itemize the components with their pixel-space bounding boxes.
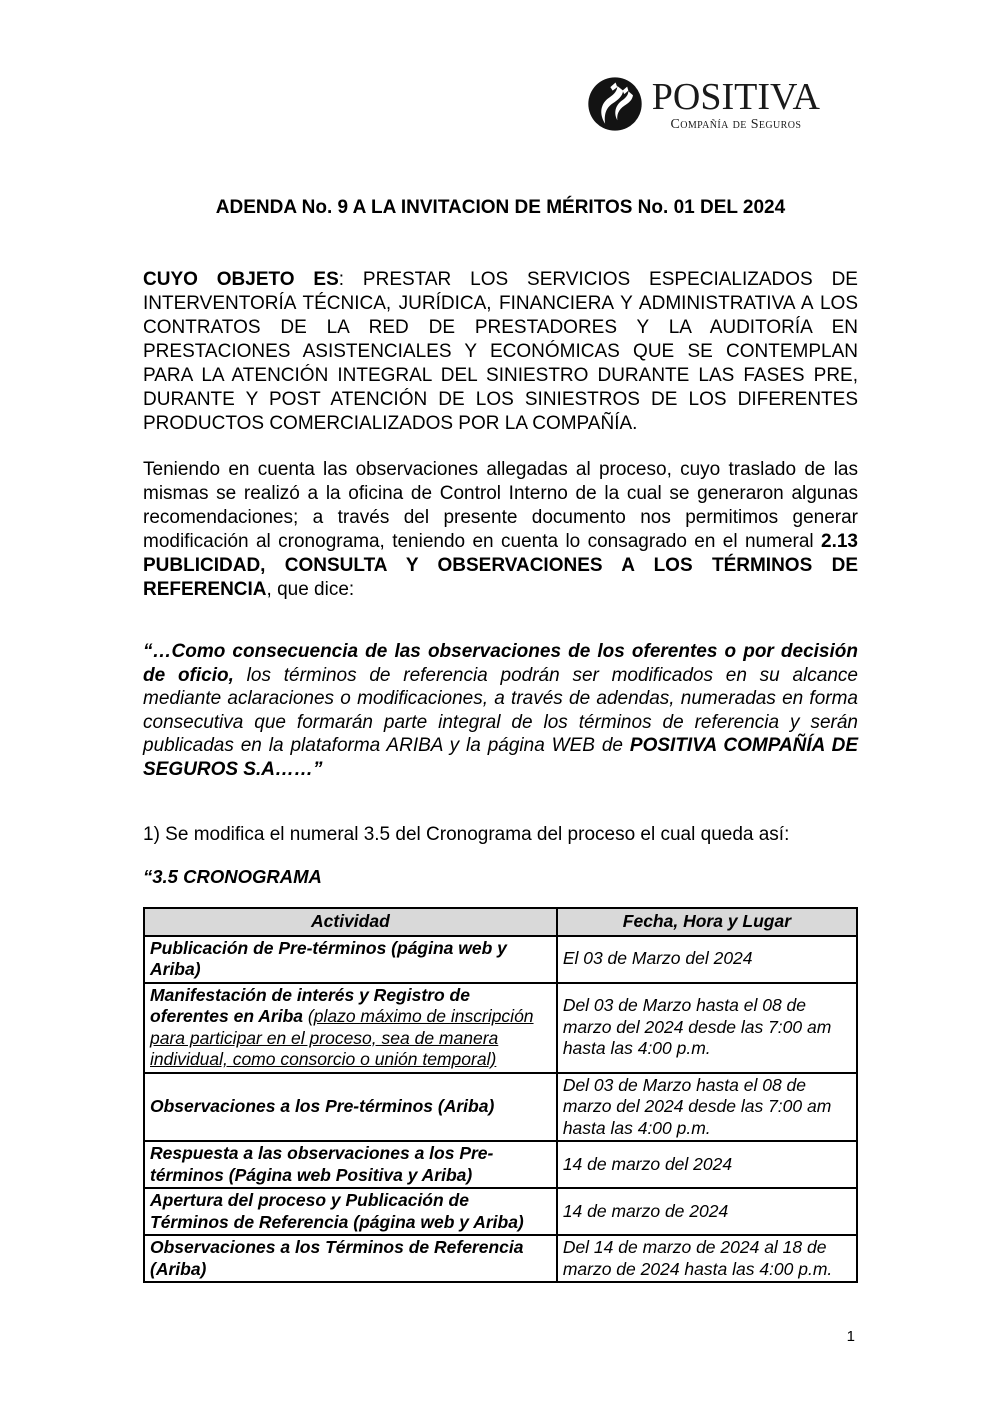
positiva-logo: [586, 75, 820, 133]
objeto-body-text: : PRESTAR LOS SERVICIOS ESPECIALIZADOS DE INTERVENTORÍA TÉCNICA, JURÍDICA, FINANCIERA Y ADMINISTRATIVA A LOS CONTRATOS DE LA RED DE PRESTADORES Y LA AUDITORÍA EN PRESTACIONES ASISTENCIALES Y ECONÓMICAS QUE SE CONTEMPLAN PARA LA ATENCIÓN INTEGRAL DEL SINIESTRO DURANTE LAS FASES PRE, DURANTE Y POST ATENCIÓN DE LOS SINIESTROS DE LOS DIFERENTES PRODUCTOS COMERCIALIZADOS POR LA COMPAÑÍA.: [143, 269, 858, 434]
table-row: [144, 1188, 857, 1235]
activity-text: Respuesta a las observaciones a los Pre-términos (Página web Positiva y Ariba): [150, 1143, 494, 1185]
objeto-lead-bold: CUYO OBJETO ES: [143, 269, 339, 290]
date-cell: Del 03 de Marzo hasta el 08 de marzo del 2024 desde las 7:00 am hasta las 4:00 p.m.: [557, 1073, 857, 1142]
page-number: 1: [846, 1328, 855, 1345]
cronograma-table: [143, 907, 858, 1283]
date-cell: Del 03 de Marzo hasta el 08 de marzo del 2024 desde las 7:00 am hasta las 4:00 p.m.: [557, 983, 857, 1073]
quote-paragraph: [143, 640, 858, 781]
table-header-fecha: Fecha, Hora y Lugar: [557, 908, 857, 936]
context-numeral-bold: 2.13 PUBLICIDAD, CONSULTA Y OBSERVACIONES A LOS TÉRMINOS DE REFERENCIA: [143, 531, 858, 600]
context-pre-text: Teniendo en cuenta las observaciones allegadas al proceso, cuyo traslado de las mismas se realizó a la oficina de Control Interno de la cual se generaron algunas recomendaciones; a través del presente documento nos permitimos generar modificación al cronograma, teniendo en cuenta lo consagrado en el numeral: [143, 459, 858, 552]
positiva-doves-icon: [586, 75, 644, 133]
quote-tail-bold: POSITIVA COMPAÑÍA DE SEGUROS S.A……”: [143, 735, 858, 780]
positiva-logo-text: [652, 75, 820, 132]
activity-cell: [144, 1073, 557, 1142]
page-title: ADENDA No. 9 A LA INVITACION DE MÉRITOS No. 01 DEL 2024: [215, 197, 786, 218]
date-cell: Del 14 de marzo de 2024 al 18 de marzo de 2024 hasta las 4:00 p.m.: [557, 1235, 857, 1282]
logo-name: POSITIVA: [651, 76, 820, 118]
activity-cell: [144, 1141, 557, 1188]
logo-tagline: Compañía de Seguros: [670, 117, 802, 132]
cronograma-table-body: [144, 936, 857, 1283]
quote-lead-bold: “…Como consecuencia de las observaciones de los oferentes o por decisión de oficio,: [143, 641, 858, 686]
table-header-actividad: Actividad: [144, 908, 557, 936]
cronograma-heading: “3.5 CRONOGRAMA: [143, 866, 322, 887]
table-header-row: [144, 908, 857, 936]
activity-cell: [144, 1188, 557, 1235]
activity-text: Manifestación de interés y Registro de oferentes en Ariba: [150, 984, 470, 1026]
document-header: [143, 0, 858, 133]
activity-text: Observaciones a los Pre-términos (Ariba): [150, 1096, 495, 1116]
activity-note-text: (plazo máximo de inscripción para participar en el proceso, sea de manera individual, como consorcio o unión temporal): [150, 1006, 534, 1069]
table-row: [144, 1073, 857, 1142]
table-row: [144, 936, 857, 983]
activity-cell: [144, 936, 557, 983]
date-cell: 14 de marzo del 2024: [557, 1141, 857, 1188]
table-row: [144, 1141, 857, 1188]
table-row: [144, 983, 857, 1073]
activity-text: Observaciones a los Términos de Referencia (Ariba): [150, 1237, 524, 1279]
date-cell: El 03 de Marzo del 2024: [557, 936, 857, 983]
activity-cell: [144, 1235, 557, 1282]
activity-text: Apertura del proceso y Publicación de Términos de Referencia (página web y Ariba): [150, 1190, 524, 1232]
modification-intro: 1) Se modifica el numeral 3.5 del Cronograma del proceso el cual queda así:: [143, 824, 790, 845]
context-post-text: , que dice:: [266, 579, 355, 600]
objeto-paragraph: [143, 268, 858, 436]
date-cell: 14 de marzo de 2024: [557, 1188, 857, 1235]
activity-cell: [144, 983, 557, 1073]
activity-text: Publicación de Pre-términos (página web y Ariba): [150, 937, 507, 979]
table-row: [144, 1235, 857, 1282]
quote-body-text: los términos de referencia podrán ser modificados en su alcance mediante aclaraciones o modificaciones, a través de adendas, numeradas en forma consecutiva que formarán parte integral de los términos de referencia y serán publicadas en la plataforma ARIBA y la página WEB de: [143, 664, 858, 756]
context-paragraph: [143, 458, 858, 602]
